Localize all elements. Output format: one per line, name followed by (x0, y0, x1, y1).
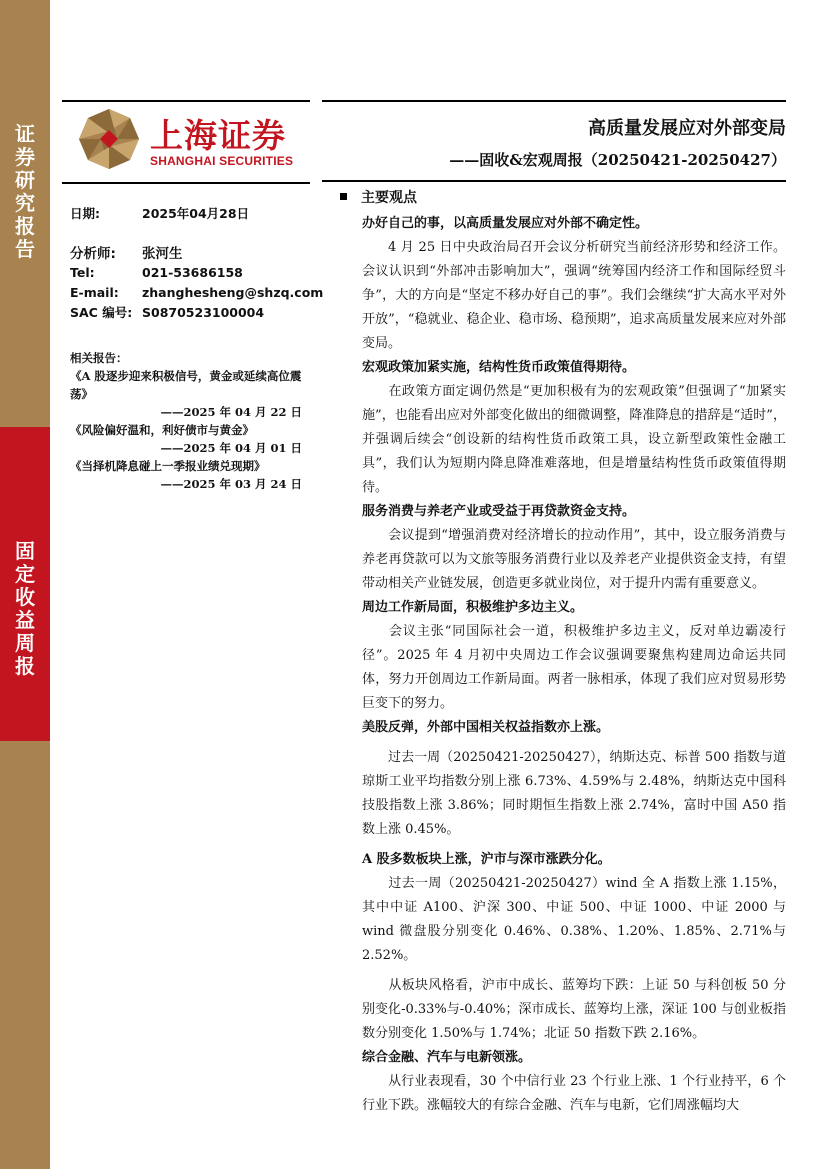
related-reports (70, 349, 314, 493)
info-email (70, 285, 323, 301)
related-report-name[interactable]: 《A 股逐步迎来积极信号，黄金或延续高位震荡》 (70, 369, 302, 401)
header-rule-right (322, 100, 786, 102)
related-report-name[interactable]: 《风险偏好温和，利好债市与黄金》 (70, 423, 254, 437)
info-analyst (70, 246, 183, 262)
info-rule-left (62, 182, 310, 184)
email-value[interactable]: zhanghesheng@shzq.com (142, 285, 324, 300)
point-body: 4 月 25 日中央政治局召开会议分析研究当前经济形势和经济工作。会议认识到“外部冲击影响加大”，强调“统筹国内经济工作和国际经贸斗争”，大的方向是“坚定不移办好自己的事”。我们会继续“扩大高水平对外开放”，“稳就业、稳企业、稳市场、稳预期”，追求高质量发展来应对外部变局。 (362, 240, 786, 351)
square-bullet-icon (340, 193, 347, 200)
point-body: 在政策方面定调仍然是“更加积极有为的宏观政策”但强调了“加紧实施”，也能看出应对外部变化做出的细微调整，降准降息的措辞是“适时”，并强调后续会“创设新的结构性货币政策工具，设立新型政策性金融工具”，我们认为短期内降息降准难落地，但是增量结构性货币政策值得期待。 (362, 384, 786, 495)
info-sac (70, 305, 264, 321)
main-content (340, 187, 786, 1118)
shanghai-securities-logo-icon (78, 108, 140, 170)
section-title: 主要观点 (361, 190, 417, 206)
title-rule-right (322, 180, 786, 182)
analyst-value: 张河生 (142, 246, 183, 262)
analyst-label: 分析师: (70, 246, 116, 262)
related-report-date: ——2025 年 04 月 01 日 (160, 441, 302, 455)
related-reports-title: 相关报告： (70, 351, 128, 365)
point-heading: 办好自己的事，以高质量发展应对外部不确定性。 (362, 216, 649, 231)
info-tel (70, 265, 243, 281)
point-body: 会议提到“增强消费对经济增长的拉动作用”，其中，设立服务消费与养老再贷款可以为文旅等服务消费行业以及养老产业提供资金支持，有望带动相关产业链发展，创造更多就业岗位，对于提升内需有重要意义。 (362, 528, 786, 591)
date-label: 日期: (70, 206, 100, 221)
point-heading: A 股多数板块上涨，沪市与深市涨跌分化。 (362, 852, 611, 867)
sac-value: S0870523100004 (142, 305, 265, 320)
point-heading: 宏观政策加紧实施，结构性货币政策值得期待。 (362, 360, 636, 375)
sidebar-report-type-label: 证 券 研 究 报 告 (15, 122, 35, 261)
point-heading: 综合金融、汽车与电新领涨。 (362, 1050, 532, 1065)
report-subtitle: ——固收&宏观周报（20250421-20250427） (449, 151, 786, 169)
point-body: 过去一周（20250421-20250427）wind 全 A 指数上涨 1.15%，其中中证 A100、沪深 300、中证 500、中证 1000、中证 2000 与 wind 微盘股分别变化 0.46%、0.38%、1.20%、1.85%、2.71%与 2.52%。 (362, 876, 786, 963)
point-body: 过去一周（20250421-20250427），纳斯达克、标普 500 指数与道琼斯工业平均指数分别上涨 6.73%、4.59%与 2.48%，纳斯达克中国科技股指数上涨 3.86%；同时期恒生指数上涨 2.74%，富时中国 A50 指数上涨 0.45%。 (362, 750, 786, 837)
point-heading: 周边工作新局面，积极维护多边主义。 (362, 600, 584, 615)
brand-name-cn: 上海证券 (150, 116, 286, 155)
point-body: 从板块风格看，沪市中成长、蓝筹均下跌：上证 50 与科创板 50 分别变化-0.33%与-0.40%；深市成长、蓝筹均上涨，深证 100 与创业板指数分别变化 1.50%与 1.74%；北证 50 指数下跌 2.16%。 (362, 978, 786, 1041)
sac-label: SAC 编号: (70, 305, 133, 320)
related-report-date: ——2025 年 04 月 22 日 (160, 405, 302, 419)
sidebar-category-label: 固 定 收 益 周 报 (15, 539, 35, 678)
header-rule-left (62, 100, 310, 102)
point-heading: 服务消费与养老产业或受益于再贷款资金支持。 (362, 504, 636, 519)
related-report-name[interactable]: 《当择机降息碰上一季报业绩兑现期》 (70, 459, 266, 473)
section-heading (340, 187, 786, 212)
report-title: 高质量发展应对外部变局 (588, 118, 786, 139)
point-body: 会议主张“同国际社会一道，积极维护多边主义，反对单边霸凌行径”。2025 年 4 月初中央周边工作会议强调要聚焦构建周边命运共同体，努力开创周边工作新局面。两者一脉相承，体现了我们应对贸易形势巨变下的努力。 (362, 624, 786, 711)
related-report-date: ——2025 年 03 月 24 日 (160, 477, 302, 491)
email-label: E-mail: (70, 285, 119, 300)
info-date (70, 206, 249, 222)
date-value: 2025年04月28日 (142, 206, 250, 221)
point-heading: 美股反弹，外部中国相关权益指数亦上涨。 (362, 720, 610, 735)
tel-value: 021-53686158 (142, 265, 243, 280)
brand-name-en: SHANGHAI SECURITIES (150, 154, 294, 168)
point-body: 从行业表现看，30 个中信行业 23 个行业上涨、1 个行业持平，6 个行业下跌。涨幅较大的有综合金融、汽车与电新，它们周涨幅均大 (362, 1074, 786, 1113)
tel-label: Tel: (70, 265, 95, 280)
